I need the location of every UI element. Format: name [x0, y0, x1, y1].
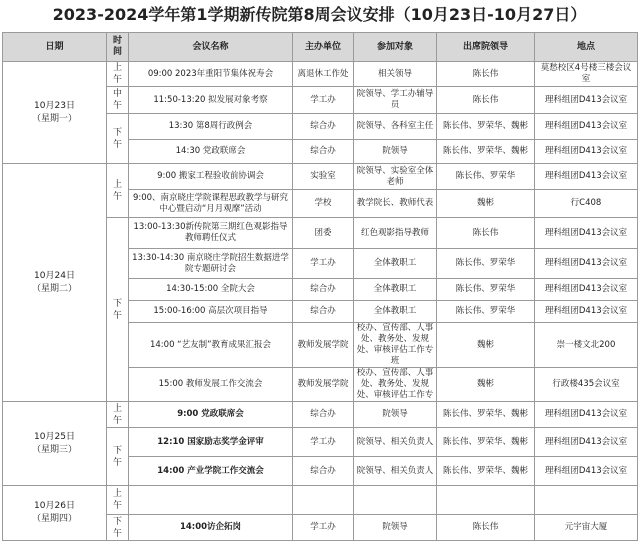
location-cell: 理科组团D413会议室 — [535, 301, 638, 323]
weekday-label: （星期二） — [31, 283, 77, 294]
attendees-cell: 全体教职工 — [354, 279, 437, 301]
date-cell — [3, 164, 107, 402]
meeting-name-cell: 15:00 教师发展工作交流会 — [129, 368, 293, 402]
meeting-name-cell: 09:00 2023年重阳节集体祝寿会 — [129, 62, 293, 87]
attendees-cell: 红色观影指导教师 — [354, 218, 437, 249]
attendees-cell — [354, 486, 437, 515]
location-cell: 理科组团D413会议室 — [535, 428, 638, 457]
location-cell: 理科组团D413会议室 — [535, 457, 638, 486]
leaders-cell: 魏彬 — [437, 368, 535, 402]
meeting-name-cell: 14:00 产业学院工作交流会 — [129, 457, 293, 486]
meeting-name-cell: 11:50-13:20 拟发展对象考察 — [129, 87, 293, 114]
meeting-name-cell: 13:00-13:30新传院第三期红色观影指导教师聘任仪式 — [129, 218, 293, 249]
meeting-name-cell: 13:30-14:30 南京晓庄学院招生数据进学院专题研讨会 — [129, 249, 293, 279]
leaders-cell: 陈长伟、罗荣华 — [437, 279, 535, 301]
date-cell — [3, 486, 107, 541]
attendees-cell: 院领导 — [354, 515, 437, 541]
host-cell — [293, 486, 354, 515]
time-period-cell: 上午 — [107, 164, 129, 218]
location-cell: 理科组团D413会议室 — [535, 402, 638, 428]
leaders-cell: 陈长伟、罗荣华 — [437, 301, 535, 323]
time-period-cell: 下午 — [107, 428, 129, 486]
time-period-cell: 下午 — [107, 218, 129, 402]
host-cell: 综合办 — [293, 140, 354, 164]
meeting-name-cell: 14:30 党政联席会 — [129, 140, 293, 164]
leaders-cell: 陈长伟、罗荣华、魏彬 — [437, 402, 535, 428]
date-label: 10月25日 — [34, 431, 75, 442]
date-label: 10月23日 — [34, 100, 75, 111]
meeting-name-cell: 13:30 第8周行政例会 — [129, 114, 293, 140]
header-location: 地点 — [535, 33, 638, 62]
meeting-schedule-table — [2, 32, 638, 541]
header-host: 主办单位 — [293, 33, 354, 62]
host-cell: 教师发展学院 — [293, 323, 354, 368]
host-cell: 学工办 — [293, 87, 354, 114]
leaders-cell: 陈长伟 — [437, 62, 535, 87]
host-cell: 实验室 — [293, 164, 354, 190]
location-cell: 理科组团D413会议室 — [535, 249, 638, 279]
location-cell: 理科组团D413会议室 — [535, 140, 638, 164]
time-period-cell: 上午 — [107, 486, 129, 515]
time-period-cell: 上午 — [107, 402, 129, 428]
location-cell: 行政楼435会议室 — [535, 368, 638, 402]
leaders-cell: 陈长伟、罗荣华、魏彬 — [437, 140, 535, 164]
table-row — [3, 164, 638, 190]
meeting-name-cell — [129, 486, 293, 515]
host-cell: 教师发展学院 — [293, 368, 354, 402]
host-cell: 综合办 — [293, 279, 354, 301]
location-cell: 行C408 — [535, 190, 638, 218]
host-cell: 团委 — [293, 218, 354, 249]
location-cell — [535, 486, 638, 515]
date-label: 10月24日 — [34, 270, 75, 281]
host-cell: 综合办 — [293, 402, 354, 428]
leaders-cell: 陈长伟、罗荣华 — [437, 164, 535, 190]
meeting-name-cell: 9:00 党政联席会 — [129, 402, 293, 428]
header-time: 时间 — [107, 33, 129, 62]
host-cell: 学工办 — [293, 428, 354, 457]
host-cell: 学工办 — [293, 249, 354, 279]
meeting-name-cell: 9:00 搬家工程验收前协调会 — [129, 164, 293, 190]
schedule-body — [3, 62, 638, 541]
location-cell: 理科组团D413会议室 — [535, 164, 638, 190]
date-cell — [3, 402, 107, 486]
attendees-cell: 教学院长、教师代表 — [354, 190, 437, 218]
location-cell: 崇一楼文北200 — [535, 323, 638, 368]
attendees-cell: 院领导、相关负责人 — [354, 428, 437, 457]
page-title: 2023-2024学年第1学期新传院第8周会议安排（10月23日-10月27日） — [52, 5, 587, 24]
weekday-label: （星期一） — [31, 113, 77, 124]
location-cell: 元宇宙大厦 — [535, 515, 638, 541]
leaders-cell: 陈长伟、罗荣华、魏彬 — [437, 457, 535, 486]
host-cell: 综合办 — [293, 114, 354, 140]
table-row — [3, 486, 638, 515]
header-row — [3, 33, 638, 62]
header-date: 日期 — [3, 33, 107, 62]
time-period-cell: 上午 — [107, 62, 129, 87]
host-cell: 综合办 — [293, 457, 354, 486]
table-row — [3, 402, 638, 428]
attendees-cell: 校办、宣传部、人事处、教务处、发规处、审核评估工作专 — [354, 368, 437, 402]
date-label: 10月26日 — [34, 501, 75, 511]
time-period-cell: 下午 — [107, 515, 129, 541]
header-leaders: 出席院领导 — [437, 33, 535, 62]
leaders-cell: 魏彬 — [437, 323, 535, 368]
host-cell: 离退休工作处 — [293, 62, 354, 87]
meeting-name-cell: 14:00 “艺友制”教育成果汇报会 — [129, 323, 293, 368]
location-cell: 理科组团D413会议室 — [535, 87, 638, 114]
location-cell: 莫愁校区4号楼三楼会议室 — [535, 62, 638, 87]
header-attendees: 参加对象 — [354, 33, 437, 62]
meeting-name-cell: 12:10 国家励志奖学金评审 — [129, 428, 293, 457]
table-row — [3, 62, 638, 87]
weekday-label: （星期四） — [31, 514, 77, 524]
meeting-name-cell: 14:30-15:00 全院大会 — [129, 279, 293, 301]
attendees-cell: 院领导、各科室主任 — [354, 114, 437, 140]
attendees-cell: 院领导、实验室全体老师 — [354, 164, 437, 190]
date-cell — [3, 62, 107, 164]
leaders-cell: 陈长伟 — [437, 218, 535, 249]
attendees-cell: 全体教职工 — [354, 301, 437, 323]
time-period-cell: 下午 — [107, 114, 129, 164]
weekday-label: （星期三） — [31, 444, 77, 455]
attendees-cell: 校办、宣传部、人事处、教务处、发规处、审核评估工作专班 — [354, 323, 437, 368]
meeting-name-cell: 14:00访企拓岗 — [129, 515, 293, 541]
attendees-cell: 院领导 — [354, 140, 437, 164]
location-cell: 理科组团D413会议室 — [535, 218, 638, 249]
header-meeting-name: 会议名称 — [129, 33, 293, 62]
leaders-cell: 陈长伟、罗荣华、魏彬 — [437, 114, 535, 140]
meeting-name-cell: 15:00-16:00 高层次项目指导 — [129, 301, 293, 323]
leaders-cell: 陈长伟 — [437, 515, 535, 541]
leaders-cell — [437, 486, 535, 515]
meeting-name-cell: 9:00、南京晓庄学院课程思政教学与研究中心暨启动“月月观摩”活动 — [129, 190, 293, 218]
leaders-cell: 魏彬 — [437, 190, 535, 218]
attendees-cell: 院领导、相关负责人 — [354, 457, 437, 486]
attendees-cell: 相关领导 — [354, 62, 437, 87]
host-cell: 综合办 — [293, 301, 354, 323]
host-cell: 学工办 — [293, 515, 354, 541]
leaders-cell: 陈长伟 — [437, 87, 535, 114]
host-cell: 学校 — [293, 190, 354, 218]
location-cell: 理科组团D413会议室 — [535, 114, 638, 140]
attendees-cell: 院领导、学工办辅导员 — [354, 87, 437, 114]
leaders-cell: 陈长伟、罗荣华 — [437, 249, 535, 279]
leaders-cell: 陈长伟、罗荣华、魏彬 — [437, 428, 535, 457]
time-period-cell: 中午 — [107, 87, 129, 114]
location-cell: 理科组团D413会议室 — [535, 279, 638, 301]
attendees-cell: 全体教职工 — [354, 249, 437, 279]
attendees-cell: 院领导 — [354, 402, 437, 428]
